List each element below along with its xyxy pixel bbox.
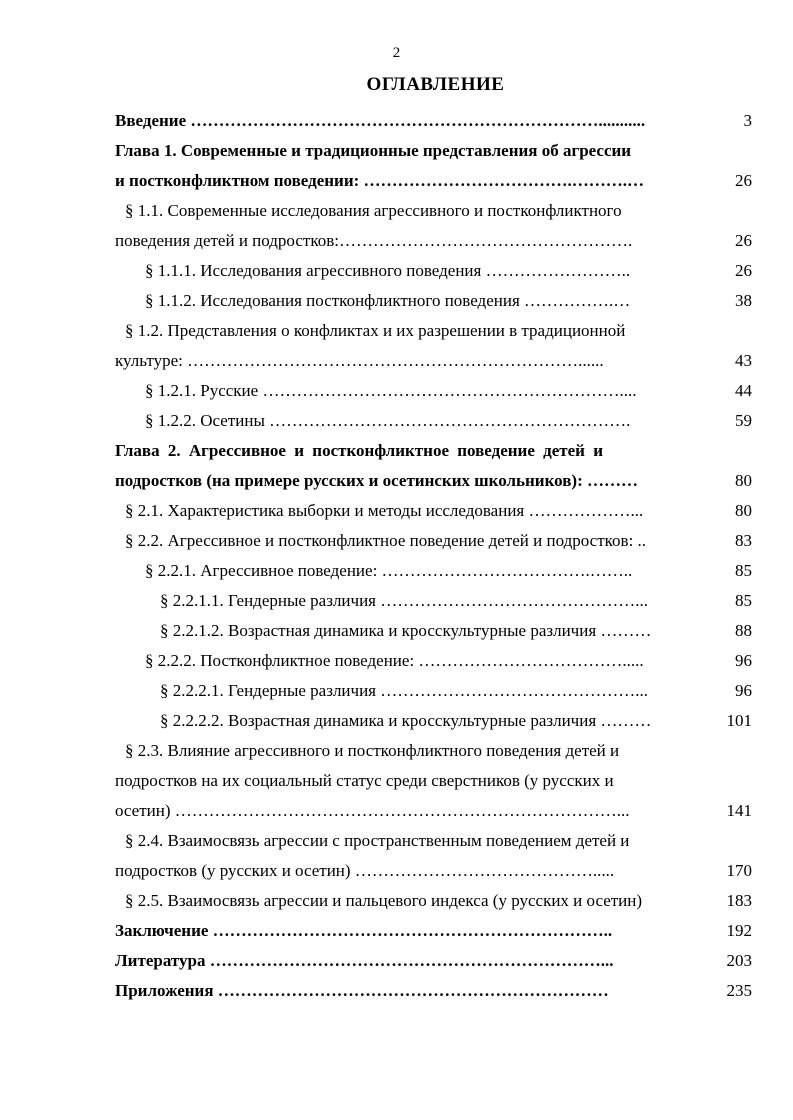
- toc-entry[interactable]: [0, 256, 793, 286]
- toc-entry-text: § 2.2.2. Постконфликтное поведение: ……………………………….....: [145, 651, 644, 670]
- toc-entry-text: § 2.2.1.2. Возрастная динамика и кросскультурные различия ………: [160, 621, 652, 640]
- toc-entry[interactable]: [0, 466, 793, 496]
- toc-entry-page: 38: [735, 291, 752, 310]
- toc-entry-page: 26: [735, 231, 752, 250]
- toc-entry[interactable]: [0, 946, 793, 976]
- toc-entry[interactable]: [0, 586, 793, 616]
- toc-entry-page: 101: [726, 711, 752, 730]
- toc-entry[interactable]: [0, 676, 793, 706]
- toc-entry-page: 235: [726, 981, 752, 1000]
- toc-entry[interactable]: [0, 106, 793, 136]
- toc-entry-text: § 1.1.1. Исследования агрессивного поведения ……………………..: [145, 261, 631, 280]
- toc-entry-text: поведения детей и подростков:…………………………………………….: [115, 231, 633, 250]
- toc-entry-page: 141: [726, 801, 752, 820]
- toc-entry-page: 85: [735, 591, 752, 610]
- toc-entry-text: Приложения ……………………………………………………………: [115, 981, 609, 1000]
- toc-entry[interactable]: [0, 136, 793, 166]
- toc-entry-page: 96: [735, 651, 752, 670]
- toc-entry-text: Глава 1. Современные и традиционные представления об агрессии: [115, 141, 632, 160]
- toc-entry[interactable]: [0, 976, 793, 1006]
- toc-entry[interactable]: [0, 766, 793, 796]
- toc-entry[interactable]: [0, 556, 793, 586]
- toc-entry-text: § 1.2. Представления о конфликтах и их разрешении в традиционной: [125, 321, 626, 340]
- toc-entry-page: 80: [735, 471, 752, 490]
- toc-entry-page: 80: [735, 501, 752, 520]
- toc-entry-text: § 2.2.1. Агрессивное поведение: ……………………………….……..: [145, 561, 633, 580]
- toc-entry-page: 203: [726, 951, 752, 970]
- toc-entry-page: 88: [735, 621, 752, 640]
- toc-entry[interactable]: [0, 886, 793, 916]
- toc-entry-page: 44: [735, 381, 752, 400]
- toc-entry-page: 85: [735, 561, 752, 580]
- toc-entry-text: § 1.1.2. Исследования постконфликтного поведения …………….…: [145, 291, 631, 310]
- toc-entry-text: § 1.1. Современные исследования агрессивного и постконфликтного: [125, 201, 622, 220]
- toc-entry-text: подростков на их социальный статус среди сверстников (у русских и: [115, 771, 614, 790]
- toc-entry-page: 192: [726, 921, 752, 940]
- toc-entry-page: 59: [735, 411, 752, 430]
- toc-entry[interactable]: [0, 166, 793, 196]
- toc-entry[interactable]: [0, 406, 793, 436]
- toc-entry[interactable]: [0, 196, 793, 226]
- toc-entry-text: § 2.4. Взаимосвязь агрессии с пространственным поведением детей и: [125, 831, 630, 850]
- toc-entry[interactable]: [0, 526, 793, 556]
- toc-entry-text: подростков (на примере русских и осетинских школьников): ………: [115, 471, 638, 490]
- toc-entry-text: § 2.2. Агрессивное и постконфликтное поведение детей и подростков: ..: [125, 531, 647, 550]
- toc-entry[interactable]: [0, 316, 793, 346]
- toc-entry[interactable]: [0, 916, 793, 946]
- page-title: ОГЛАВЛЕНИЕ: [366, 74, 505, 95]
- toc-entry[interactable]: [0, 646, 793, 676]
- toc-entry-page: 183: [726, 891, 752, 910]
- toc-entry[interactable]: [0, 706, 793, 736]
- toc-entry[interactable]: [0, 226, 793, 256]
- toc-entry-page: 3: [743, 111, 752, 130]
- toc-entry-text: § 2.5. Взаимосвязь агрессии и пальцевого индекса (у русских и осетин): [125, 891, 643, 910]
- toc-entry-text: § 1.2.1. Русские ………………………………………………………....: [145, 381, 637, 400]
- toc-entry-page: 26: [735, 261, 752, 280]
- toc-entry-page: 26: [735, 171, 752, 190]
- toc-entry[interactable]: [0, 376, 793, 406]
- toc-entry-text: осетин) ……………………………………………………………………...: [115, 801, 630, 820]
- toc-entry-page: 170: [726, 861, 752, 880]
- toc-entry-text: § 2.1. Характеристика выборки и методы исследования ………………...: [125, 501, 644, 520]
- toc-entry[interactable]: [0, 616, 793, 646]
- toc-entry[interactable]: [0, 736, 793, 766]
- page-number: 2: [392, 45, 401, 61]
- toc-entry-page: 96: [735, 681, 752, 700]
- toc-entry-text: § 2.3. Влияние агрессивного и постконфликтного поведения детей и: [125, 741, 620, 760]
- toc-entry-page: 43: [735, 351, 752, 370]
- toc-entry[interactable]: [0, 286, 793, 316]
- toc-entry-text: § 2.2.2.1. Гендерные различия ………………………………………...: [160, 681, 648, 700]
- toc-entry[interactable]: [0, 346, 793, 376]
- toc-entry-text: культуре: ……………………………………………………………......: [115, 351, 604, 370]
- toc-entry[interactable]: [0, 496, 793, 526]
- toc-entry-text: подростков (у русских и осетин) …………………………………….....: [115, 861, 615, 880]
- toc-entry-text: § 2.2.1.1. Гендерные различия ………………………………………...: [160, 591, 648, 610]
- toc-entry-text: Заключение ……………………………………………………………..: [115, 921, 613, 940]
- toc-entry-text: Глава 2. Агрессивное и постконфликтное поведение детей и: [115, 441, 604, 460]
- toc-entry-text: § 1.2.2. Осетины ……………………………………………………….: [145, 411, 631, 430]
- toc-entry-text: и постконфликтном поведении: ……………………………….……….…: [115, 171, 645, 190]
- toc-entry[interactable]: [0, 436, 793, 466]
- toc-entry-page: 83: [735, 531, 752, 550]
- toc-entry-text: Литература ……………………………………………………………...: [115, 951, 614, 970]
- toc-entry-text: Введение ………………………………………………………………...........: [115, 111, 646, 130]
- toc-entry[interactable]: [0, 826, 793, 856]
- toc-entry[interactable]: [0, 856, 793, 886]
- toc-entry[interactable]: [0, 796, 793, 826]
- toc-entry-text: § 2.2.2.2. Возрастная динамика и кросскультурные различия ………: [160, 711, 652, 730]
